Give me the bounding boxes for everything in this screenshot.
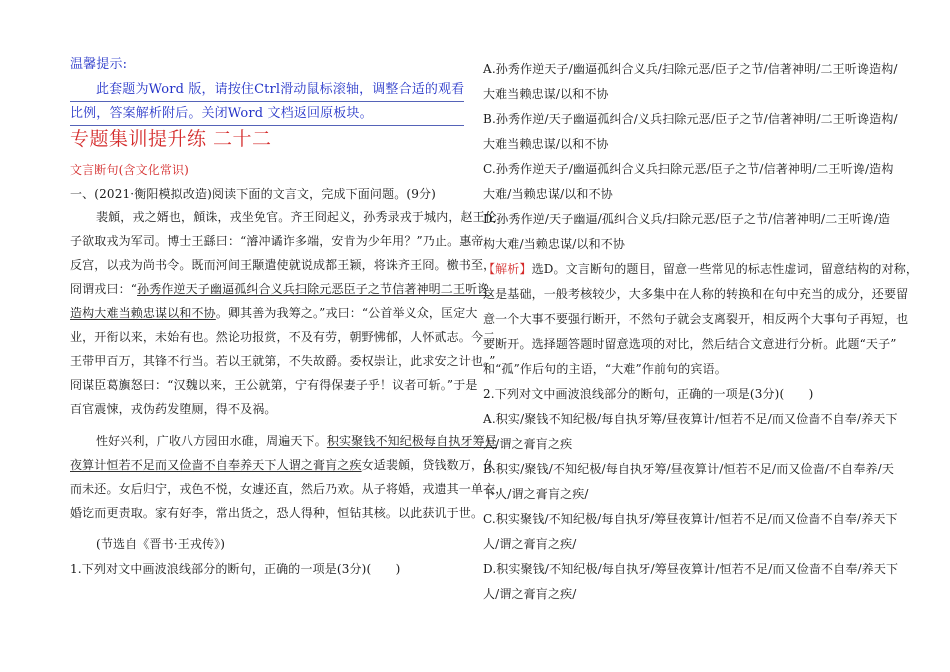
passage-segment: 冏谓戎曰：“ bbox=[70, 282, 138, 296]
tip-title: 温馨提示: bbox=[70, 57, 128, 72]
q2-option-c-cont: 人/谓之膏肓之疾/ bbox=[483, 537, 577, 551]
passage-segment: 女适裴頠，贷钱数万，久 bbox=[361, 458, 496, 472]
section-heading: 文言断句(含文化常识) bbox=[70, 163, 190, 177]
analysis-text: 选D。文言断句的题目，留意一些常见的标志性虚词，留意结构的对称， bbox=[531, 262, 919, 276]
question-2: 2.下列对文中画波浪线部分的断句，正确的一项是(3分)( ) bbox=[483, 387, 814, 401]
q2-option-a-cont: 人/谓之膏肓之疾 bbox=[483, 437, 573, 451]
passage-line: 婚讫而更责取。家有好李，常出货之，恐人得种，恒钻其核。以此获讥于世。 bbox=[70, 506, 484, 520]
analysis-line bbox=[483, 262, 918, 276]
tip-line-1: 此套题为Word 版，请按住Ctrl滑动鼠标滚轴，调整合适的观看 bbox=[96, 82, 465, 97]
passage-line bbox=[70, 458, 495, 472]
passage-segment: 。卿其善为我筹之。”戎曰：“公首举义众，匡定大 bbox=[215, 306, 478, 320]
q1-option-b-cont: 大难当赖忠谋/以和不协 bbox=[483, 137, 609, 151]
q1-option-c: C.孙秀作逆天子/幽逼孤纠合义兵扫除元恶/臣子之节/信著神明/二王听谗/造构 bbox=[483, 162, 894, 176]
tip-rule-1 bbox=[70, 101, 464, 102]
wavy-sentence-1b: 造构大难当赖忠谋以和不协 bbox=[70, 306, 216, 320]
q2-option-c: C.积实聚钱/不知纪极/每自执牙/筹昼夜算计/恒若不足/而又俭啬不自奉/养天下 bbox=[483, 512, 898, 526]
analysis-line: 这是基础，一般考核较少，大多集中在人称的转换和在句中充当的成分，还要留 bbox=[483, 287, 909, 301]
passage-segment: 性好兴利，广收八方园田水碓，周遍天下。 bbox=[96, 434, 327, 448]
question-1: 1.下列对文中画波浪线部分的断句，正确的一项是(3分)( ) bbox=[70, 562, 401, 576]
passage-source: (节选自《晋书·王戎传》) bbox=[96, 537, 226, 551]
q2-option-d: D.积实聚钱/不知纪极/每自执牙/筹昼夜算计/恒若不足/而又俭啬不自奉/养天下 bbox=[483, 562, 899, 576]
q2-option-a: A.积实/聚钱不知纪极/每自执牙筹/昼夜算计/恒若不足/而又俭啬不自奉/养天下 bbox=[483, 412, 898, 426]
tip-line-2: 比例，答案解析附后。关闭Word 文档返回原板块。 bbox=[70, 106, 373, 121]
passage-line bbox=[70, 282, 489, 296]
q1-option-c-cont: 大难/当赖忠谋/以和不协 bbox=[483, 187, 613, 201]
page-title: 专题集训提升练 二十二 bbox=[70, 128, 272, 150]
passage-line: 百官震悚，戎伪药发堕厕，得不及祸。 bbox=[70, 402, 277, 416]
passage-line: 子欲取戎为军司。博士王繇曰：“濬冲谲诈多端，安肯为少年用？”乃止。惠帝 bbox=[70, 234, 484, 248]
tip-rule-2 bbox=[70, 125, 464, 126]
passage-line: 裴頠，戎之婿也，頠诛，戎坐免官。齐王冏起义，孙秀录戎于城内，赵王伦 bbox=[96, 210, 497, 224]
passage-line bbox=[96, 434, 497, 448]
q1-option-b: B.孙秀作逆/天子幽逼孤纠合/义兵扫除元恶/臣子之节/信著神明/二王听谗造构/ bbox=[483, 112, 898, 126]
q2-option-b: B.积实/聚钱/不知纪极/每自执牙筹/昼夜算计/恒若不足/而又俭啬/不自奉养/天 bbox=[483, 462, 894, 476]
q1-option-a: A.孙秀作逆天子/幽逼孤纠合义兵/扫除元恶/臣子之节/信著神明/二王听谗造构/ bbox=[483, 62, 898, 76]
passage-line: 反宫，以戎为尚书令。既而河间王颙遣使就说成都王颖，将诛齐王冏。檄书至， bbox=[70, 258, 496, 272]
q2-option-d-cont: 人/谓之膏肓之疾/ bbox=[483, 587, 577, 601]
question-head: 一、(2021·衡阳模拟改造)阅读下面的文言文，完成下面问题。(9分) bbox=[70, 187, 436, 201]
passage-line bbox=[70, 306, 478, 320]
q1-option-a-cont: 大难当赖忠谋/以和不协 bbox=[483, 87, 609, 101]
passage-line: 冏谋臣葛旟怒曰：“汉魏以来，王公就第，宁有得保妻子乎！议者可斩。”于是 bbox=[70, 378, 478, 392]
passage-line: 业，开衔以来，未始有也。然论功报赏，不及有劳，朝野怫郁，人怀贰志。今二 bbox=[70, 330, 496, 344]
passage-line: 王带甲百万，其锋不行当。若以王就第，不失故爵。委权崇让，此求安之计也。” bbox=[70, 354, 496, 368]
wavy-sentence-2b: 夜算计恒若不足而又俭啬不自奉养天下人谓之膏肓之疾 bbox=[70, 458, 362, 472]
analysis-line: 意一个大事不要强行断开，不然句子就会支离裂开，相反两个大事句子再短，也 bbox=[483, 312, 909, 326]
analysis-line: 和“孤”作后句的主语，“大难”作前句的宾语。 bbox=[483, 362, 727, 376]
passage-line: 而未还。女后归宁，戎色不悦，女遽还直，然后乃欢。从子将婚，戎遗其一单衣， bbox=[70, 482, 508, 496]
analysis-label: 【解析】 bbox=[483, 262, 532, 276]
q2-option-b-cont: 下人/谓之膏肓之疾/ bbox=[483, 487, 589, 501]
q1-option-d: D.孙秀作逆/天子幽逼/孤纠合义兵/扫除元恶/臣子之节/信著神明/二王听谗/造 bbox=[483, 212, 891, 226]
wavy-sentence-2a: 积实聚钱不知纪极每自执牙筹昼 bbox=[326, 434, 497, 448]
q1-option-d-cont: 构大难/当赖忠谋/以和不协 bbox=[483, 237, 626, 251]
wavy-sentence-1a: 孙秀作逆天子幽逼孤纠合义兵扫除元恶臣子之节信著神明二王听谗 bbox=[137, 282, 490, 296]
analysis-line: 要断开。选择题答题时留意选项的对比，然后结合文意进行分析。此题“天子” bbox=[483, 337, 897, 351]
